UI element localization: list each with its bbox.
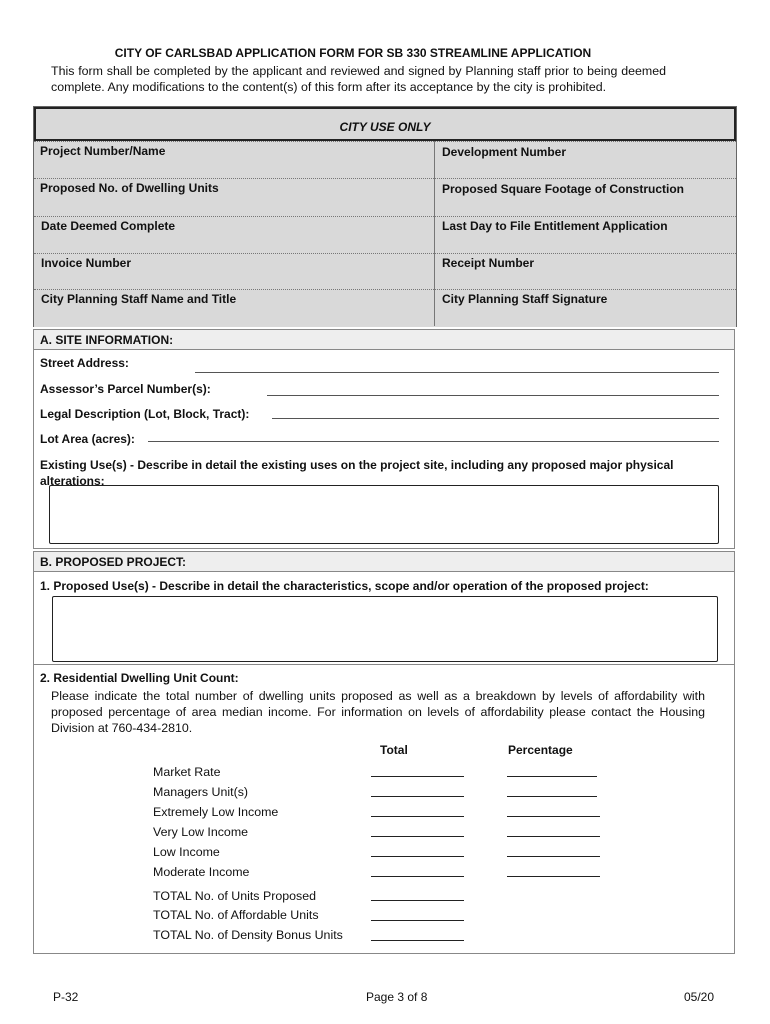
market-rate-percentage-input[interactable]	[507, 776, 597, 777]
form-id: P-32	[53, 990, 79, 1004]
extremely-low-income-percentage-input[interactable]	[507, 816, 600, 817]
moderate-income-label: Moderate Income	[153, 865, 250, 879]
managers-units-total-input[interactable]	[371, 796, 464, 797]
city-use-heading: CITY USE ONLY	[34, 107, 736, 141]
extremely-low-income-label: Extremely Low Income	[153, 805, 279, 819]
market-rate-label: Market Rate	[153, 765, 221, 779]
development-number-field[interactable]: Development Number	[442, 145, 567, 159]
lot-area-input[interactable]	[148, 441, 719, 442]
city-use-row	[34, 253, 736, 290]
unit-count-heading: 2. Residential Dwelling Unit Count:	[40, 671, 239, 685]
moderate-income-percentage-input[interactable]	[507, 876, 600, 877]
low-income-percentage-input[interactable]	[507, 856, 600, 857]
street-address-label: Street Address:	[40, 356, 129, 370]
percentage-column-header: Percentage	[508, 743, 573, 757]
square-footage-field[interactable]: Proposed Square Footage of Construction	[442, 182, 685, 196]
proposed-uses-textarea[interactable]	[52, 596, 718, 662]
revision-date: 05/20	[684, 990, 715, 1004]
managers-units-percentage-input[interactable]	[507, 796, 597, 797]
page-number: Page 3 of 8	[366, 990, 428, 1004]
unit-count-instructions: Please indicate the total number of dwelling units proposed as well as a breakdown by levels of affordability with proposed percentage of area median income. For information on levels of affordability please contact the Housing Division at 760-434-2810.	[51, 689, 705, 735]
existing-uses-label: Existing Use(s) - Describe in detail the existing uses on the project site, including any proposed major physical alterations:	[40, 458, 674, 488]
proposed-uses-label: 1. Proposed Use(s) - Describe in detail the characteristics, scope and/or operation of the proposed project:	[40, 579, 649, 593]
total-affordable-units-label: TOTAL No. of Affordable Units	[153, 908, 319, 922]
parcel-number-input[interactable]	[267, 395, 719, 396]
managers-units-label: Managers Unit(s)	[153, 785, 249, 799]
staff-name-title-field[interactable]: City Planning Staff Name and Title	[41, 292, 237, 306]
extremely-low-income-total-input[interactable]	[371, 816, 464, 817]
site-information-heading: A. SITE INFORMATION:	[33, 329, 735, 350]
lot-area-label: Lot Area (acres):	[40, 432, 135, 446]
total-units-proposed-label: TOTAL No. of Units Proposed	[153, 889, 316, 903]
staff-signature-field[interactable]: City Planning Staff Signature	[442, 292, 608, 306]
proposed-project-heading: B. PROPOSED PROJECT:	[33, 551, 735, 572]
city-use-row	[34, 141, 736, 179]
total-units-proposed-input[interactable]	[371, 900, 464, 901]
city-use-row	[34, 178, 736, 217]
city-use-section	[33, 106, 737, 327]
very-low-income-percentage-input[interactable]	[507, 836, 600, 837]
form-intro: This form shall be completed by the applicant and reviewed and signed by Planning staff prior to being deemed complete. Any modifications to the content(s) of this form after its acceptance by the city is prohibited.	[51, 64, 666, 94]
last-day-file-field[interactable]: Last Day to File Entitlement Application	[442, 219, 668, 233]
market-rate-total-input[interactable]	[371, 776, 464, 777]
project-number-name-field[interactable]: Project Number/Name	[40, 144, 166, 158]
very-low-income-label: Very Low Income	[153, 825, 249, 839]
total-density-bonus-label: TOTAL No. of Density Bonus Units	[153, 928, 343, 942]
street-address-input[interactable]	[195, 372, 719, 373]
moderate-income-total-input[interactable]	[371, 876, 464, 877]
parcel-number-label: Assessor’s Parcel Number(s):	[40, 382, 211, 396]
total-affordable-units-input[interactable]	[371, 920, 464, 921]
date-deemed-complete-field[interactable]: Date Deemed Complete	[41, 219, 176, 233]
city-use-row	[34, 216, 736, 254]
low-income-label: Low Income	[153, 845, 220, 859]
legal-description-label: Legal Description (Lot, Block, Tract):	[40, 407, 250, 421]
legal-description-input[interactable]	[272, 418, 719, 419]
city-use-row	[34, 289, 736, 327]
receipt-number-field[interactable]: Receipt Number	[442, 256, 535, 270]
dwelling-units-field[interactable]: Proposed No. of Dwelling Units	[40, 181, 219, 195]
invoice-number-field[interactable]: Invoice Number	[41, 256, 132, 270]
total-density-bonus-input[interactable]	[371, 940, 464, 941]
very-low-income-total-input[interactable]	[371, 836, 464, 837]
low-income-total-input[interactable]	[371, 856, 464, 857]
total-column-header: Total	[380, 743, 408, 757]
column-divider	[434, 141, 435, 326]
form-title: CITY OF CARLSBAD APPLICATION FORM FOR SB 330 STREAMLINE APPLICATION	[114, 46, 592, 60]
existing-uses-textarea[interactable]	[49, 485, 719, 544]
